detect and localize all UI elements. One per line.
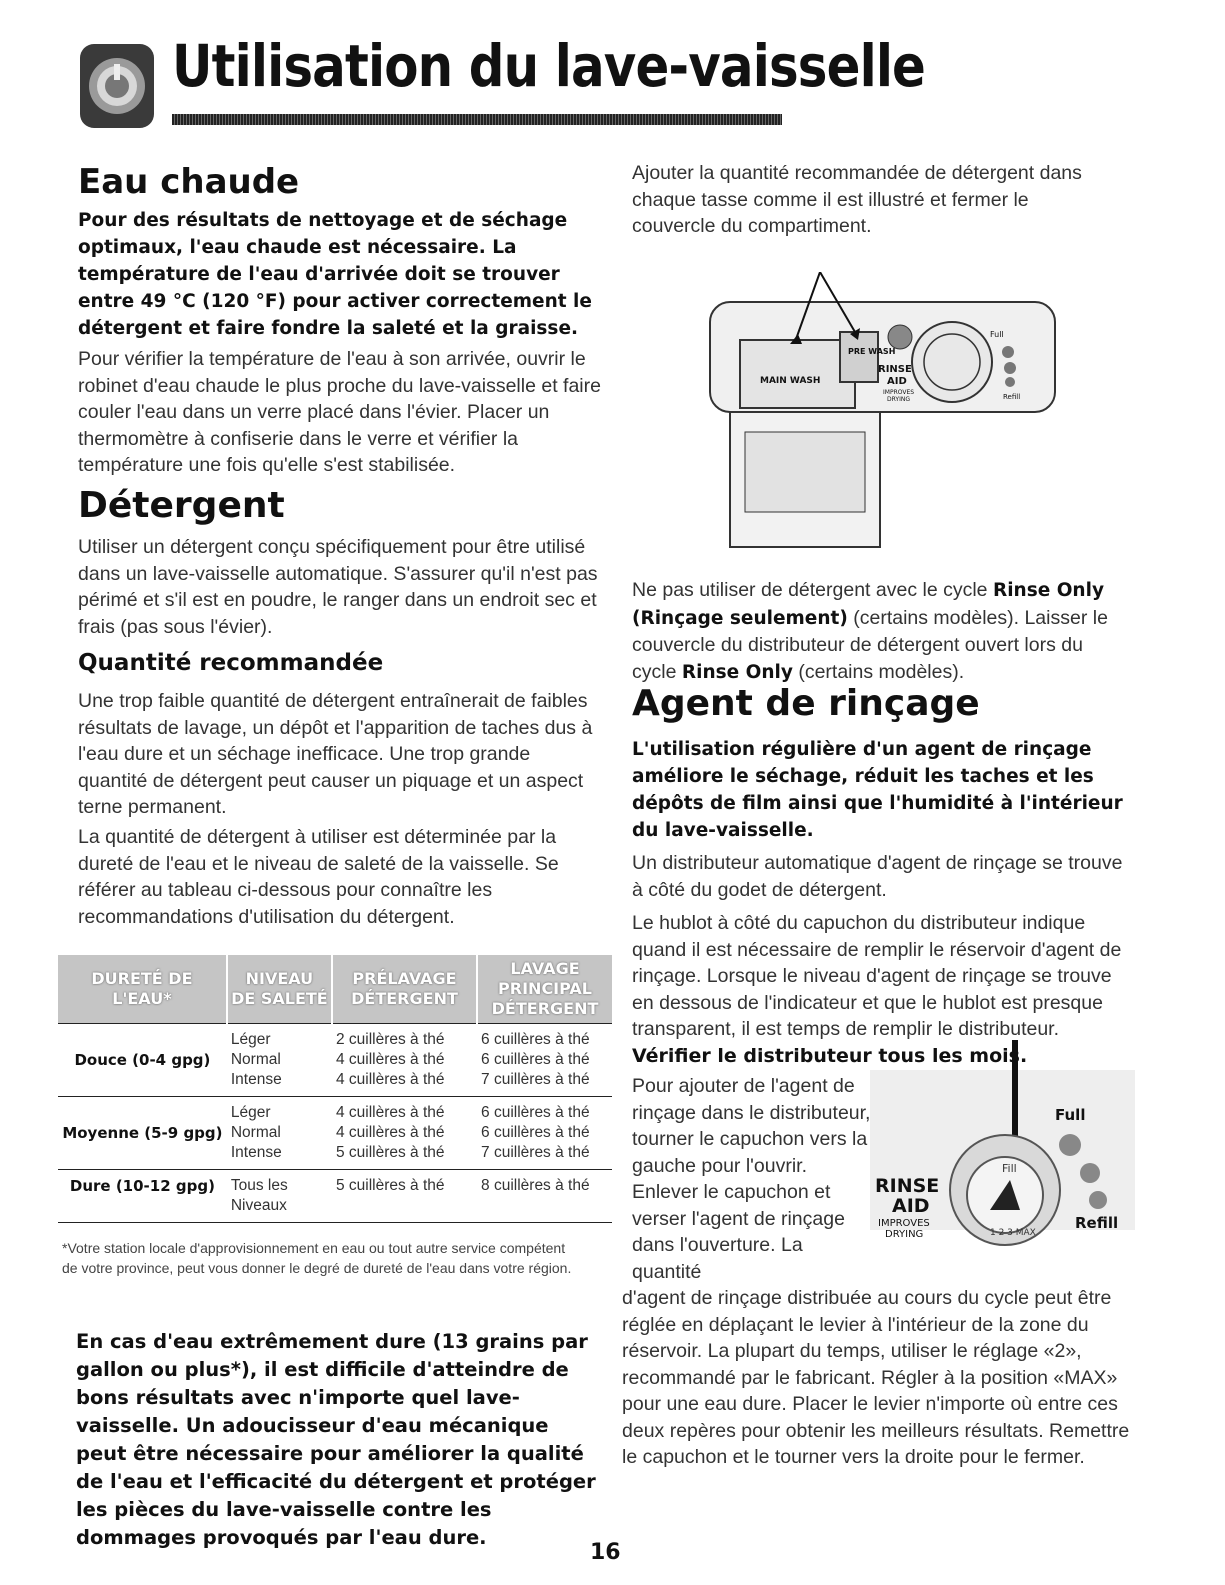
agent-lead: L'utilisation régulière d'un agent de rinçage améliore le séchage, réduit les taches et les dépôts de film ainsi que l'humidité à l'intérieur du lave-vaisselle. bbox=[632, 739, 1123, 841]
level-cell: Léger Normal Intense bbox=[227, 1024, 332, 1097]
agent-p1: Un distributeur automatique d'agent de rinçage se trouve à côté du godet de détergent. bbox=[632, 852, 1123, 901]
rinse-aid-dial-illustration bbox=[870, 1040, 1135, 1255]
prewash-cell: 5 cuillères à thé bbox=[332, 1170, 477, 1223]
page-title: Utilisation du lave-vaisselle bbox=[172, 32, 926, 100]
hardness-cell: Moyenne (5-9 gpg) bbox=[58, 1097, 227, 1170]
prewash-cell: 4 cuillères à thé 4 cuillères à thé 5 cuillères à thé bbox=[332, 1097, 477, 1170]
eau-chaude-body: Pour vérifier la température de l'eau à son arrivée, ouvrir le robinet d'eau chaude le plus proche du lave-vaisselle et faire couler l'eau dans un verre placé dans l'évier. Placer un thermomètre à confiserie dans le verre et vérifier la température une fois qu'elle s'est stabilisée. bbox=[78, 348, 601, 476]
table-header-cell: NIVEAU DE SALETÉ bbox=[227, 955, 332, 1024]
svg-text:IMPROVES: IMPROVES bbox=[878, 1218, 930, 1229]
hardness-cell: Douce (0-4 gpg) bbox=[58, 1024, 227, 1097]
table-header-row bbox=[58, 955, 612, 1024]
svg-text:IMPROVES: IMPROVES bbox=[883, 389, 915, 396]
rinse-only-paragraph: Ne pas utiliser de détergent avec le cycle Rinse Only (Rinçage seulement) (certains modèles). Laisser le couvercle du distributeur de détergent ouvert lors du cycle Rinse Only (certains modèles). bbox=[632, 579, 1108, 683]
eau-chaude-lead: Pour des résultats de nettoyage et de séchage optimaux, l'eau chaude est nécessaire. La température de l'eau d'arrivée doit se trouver entre 49 °C (120 °F) pour activer correctement le détergent et faire fondre la saleté et la graisse. bbox=[78, 210, 592, 339]
table-footnote: *Votre station locale d'approvisionnement en eau ou tout autre service compétent de votre province, peut vous donner le degré de dureté de l'eau dans votre région. bbox=[62, 1240, 572, 1276]
agent-p3-rest: d'agent de rinçage distribuée au cours du cycle peut être réglée en déplaçant le levier à l'intérieur de la zone du réservoir. La plupart du temps, utiliser le réglage «2», recommandé par le fabricant. Régler à la position «MAX» pour une eau dure. Placer le levier n'importe où entre ces deux repères pour obtenir les meilleurs résultats. Remettre le capuchon et le tourner vers la droite pour le fermer. bbox=[622, 1287, 1130, 1468]
hardness-table bbox=[58, 955, 612, 1223]
table-row bbox=[58, 1170, 612, 1223]
detergent-body: Utiliser un détergent conçu spécifiquement pour être utilisé dans un lave-vaisselle automatique. S'assurer qu'il n'est pas périmé et s'il est en poudre, le ranger dans un endroit sec et frais (pas sous l'évier). bbox=[78, 536, 598, 638]
table-header-cell: LAVAGE PRINCIPAL DÉTERGENT bbox=[477, 955, 612, 1024]
agent-p3-wrap: Pour ajouter de l'agent de rinçage dans le distributeur, tourner le capuchon vers la gauche pour l'ouvrir. Enlever le capuchon et verser l'agent de rinçage dans l'ouverture. La quantité bbox=[632, 1075, 871, 1283]
svg-text:AID: AID bbox=[892, 1195, 930, 1217]
svg-text:Full: Full bbox=[1055, 1106, 1086, 1124]
svg-text:RINSE: RINSE bbox=[875, 1175, 940, 1197]
table-header-cell: DURETÉ DE L'EAU* bbox=[58, 955, 227, 1024]
svg-text:RINSE: RINSE bbox=[878, 364, 912, 375]
svg-text:Full: Full bbox=[990, 330, 1004, 339]
table-row bbox=[58, 1024, 612, 1097]
svg-text:Refill: Refill bbox=[1003, 393, 1021, 401]
svg-text:MAIN WASH: MAIN WASH bbox=[760, 376, 821, 386]
title-underline bbox=[172, 114, 782, 125]
prewash-cell: 2 cuillères à thé 4 cuillères à thé 4 cuillères à thé bbox=[332, 1024, 477, 1097]
agent-p2: Le hublot à côté du capuchon du distributeur indique quand il est nécessaire de remplir le réservoir d'agent de rinçage. Lorsque le niveau d'agent de rinçage se trouve en dessous de l'indicateur et que le hublot est presque transparent, il est temps de remplir le distributeur. Vérifier le distributeur tous les mois. bbox=[632, 912, 1122, 1067]
hardness-table-wrap bbox=[58, 955, 612, 1223]
table-header-cell: PRÉLAVAGE DÉTERGENT bbox=[332, 955, 477, 1024]
svg-text:1 2 3 MAX: 1 2 3 MAX bbox=[990, 1228, 1036, 1238]
quantite-p2: La quantité de détergent à utiliser est déterminée par la dureté de l'eau et le niveau de saleté de la vaisselle. Se référer au tableau ci-dessous pour connaître les recommandations d'utilisation du détergent. bbox=[78, 826, 559, 928]
heading-quantite: Quantité recommandée bbox=[78, 650, 384, 676]
level-cell: Tous les Niveaux bbox=[227, 1170, 332, 1223]
svg-text:Fill: Fill bbox=[1002, 1162, 1017, 1175]
detergent-dispenser-illustration bbox=[690, 272, 1060, 572]
level-cell: Léger Normal Intense bbox=[227, 1097, 332, 1170]
mainwash-cell: 6 cuillères à thé 6 cuillères à thé 7 cuillères à thé bbox=[477, 1097, 612, 1170]
svg-text:AID: AID bbox=[887, 376, 907, 387]
mainwash-cell: 6 cuillères à thé 6 cuillères à thé 7 cuillères à thé bbox=[477, 1024, 612, 1097]
detergent-intro: Ajouter la quantité recommandée de détergent dans chaque tasse comme il est illustré et fermer le couvercle du compartiment. bbox=[632, 162, 1082, 237]
svg-text:DRYING: DRYING bbox=[885, 1229, 924, 1240]
svg-text:PRE WASH: PRE WASH bbox=[848, 347, 896, 356]
dishwasher-dial-logo-icon bbox=[78, 40, 156, 130]
hardness-cell: Dure (10-12 gpg) bbox=[58, 1170, 227, 1223]
mainwash-cell: 8 cuillères à thé bbox=[477, 1170, 612, 1223]
svg-text:Refill: Refill bbox=[1075, 1214, 1119, 1232]
heading-detergent: Détergent bbox=[78, 485, 285, 526]
hard-water-warning: En cas d'eau extrêmement dure (13 grains par gallon ou plus*), il est difficile d'atteindre de bons résultats avec n'importe quel lave-vaisselle. Un adoucisseur d'eau mécanique peut être nécessaire pour améliorer la qualité de l'eau et l'efficacité du détergent et protéger les pièces du lave-vaisselle contre les dommages provoqués par l'eau dure. bbox=[76, 1330, 596, 1549]
heading-eau-chaude: Eau chaude bbox=[78, 162, 300, 202]
heading-agent-rincage: Agent de rinçage bbox=[632, 683, 980, 724]
svg-text:DRYING: DRYING bbox=[887, 396, 910, 403]
page-number: 16 bbox=[590, 1540, 621, 1565]
quantite-p1: Une trop faible quantité de détergent entraînerait de faibles résultats de lavage, un dépôt et l'apparition de taches dus à l'eau dure et un séchage inefficace. Une trop grande quantité de détergent peut causer un piquage et un aspect terne permanent. bbox=[78, 690, 593, 818]
table-row bbox=[58, 1097, 612, 1170]
